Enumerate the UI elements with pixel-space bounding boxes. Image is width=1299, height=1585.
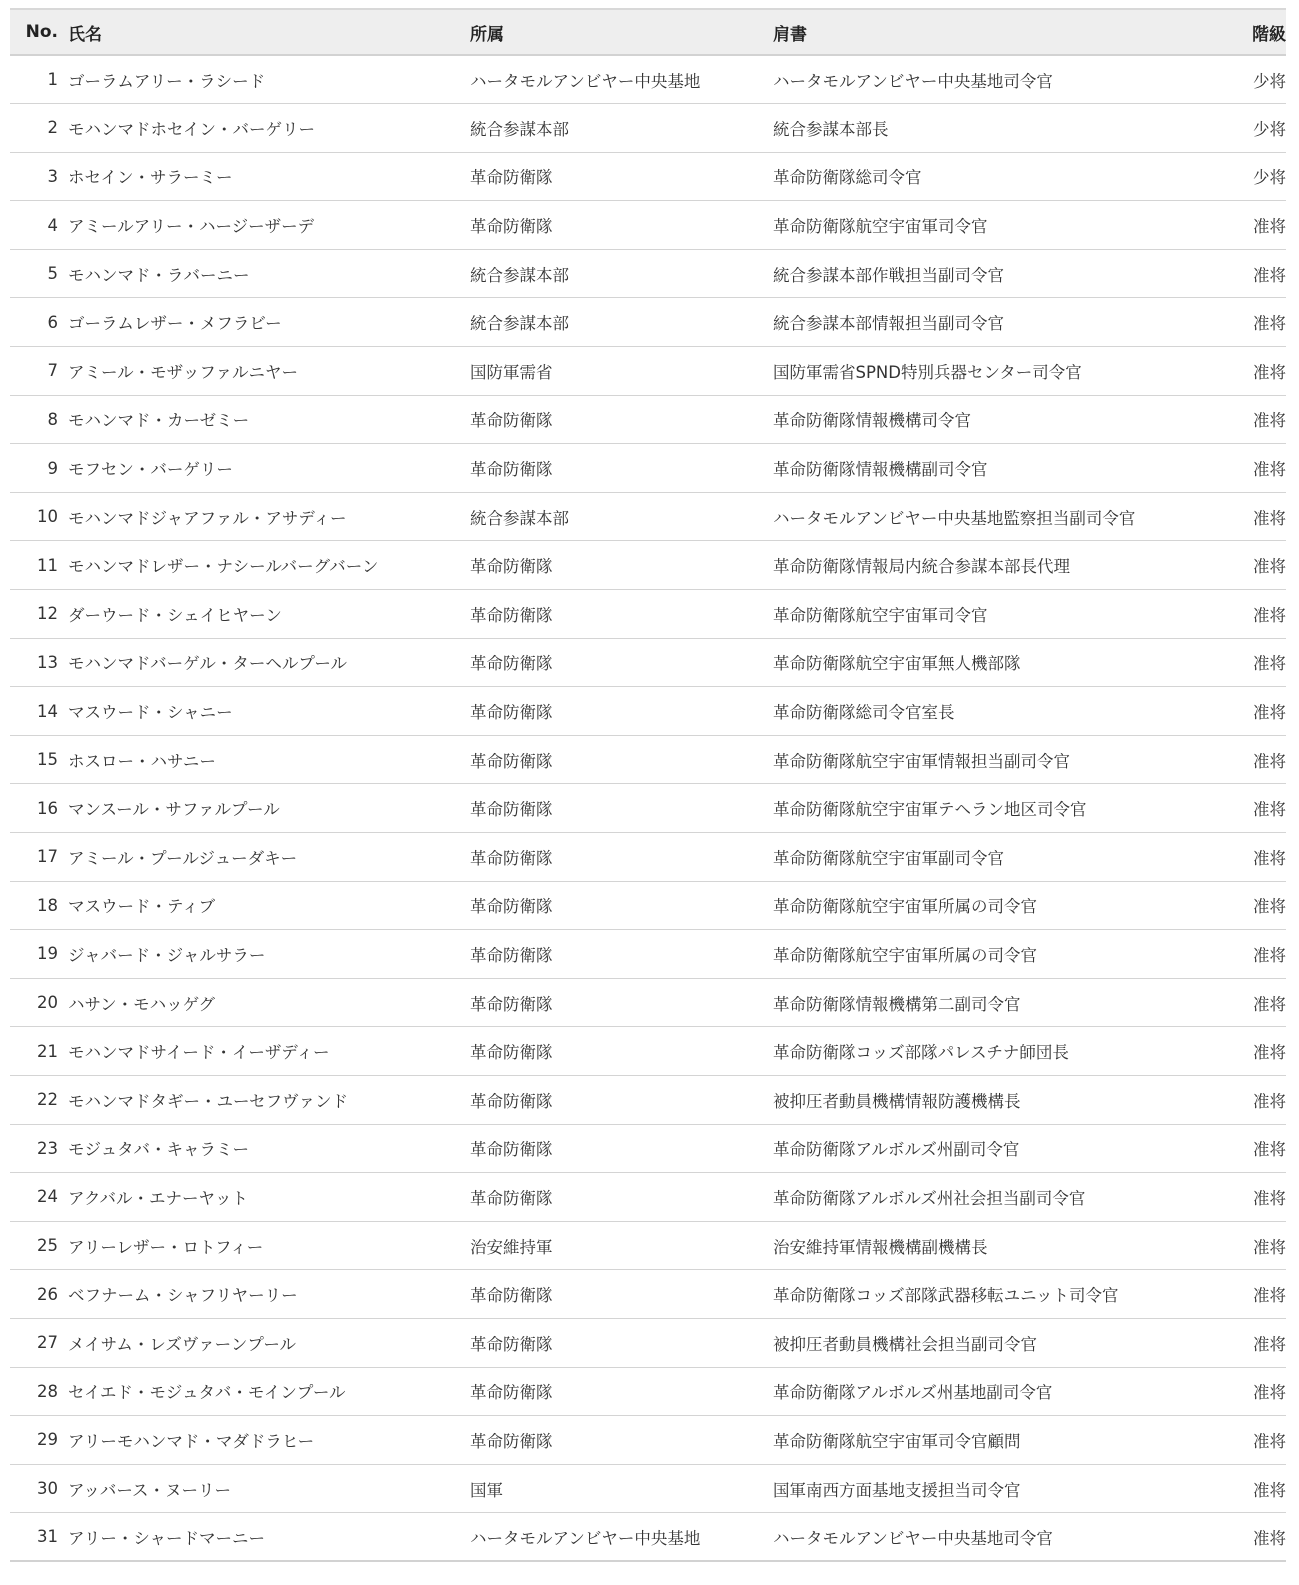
table-row: [10, 930, 1286, 979]
cell-title: 革命防衛隊航空宇宙軍テヘラン地区司令官: [773, 800, 1087, 820]
cell-title: 革命防衛隊航空宇宙軍副司令官: [773, 848, 1004, 868]
cell-name: アッバース・ヌーリー: [68, 1480, 232, 1500]
table-row: [10, 1367, 1286, 1416]
table-row: [10, 444, 1286, 493]
cell-rank: 准将: [1253, 703, 1286, 723]
cell-rank: 准将: [1253, 800, 1286, 820]
cell-title: 革命防衛隊アルボルズ州基地副司令官: [773, 1383, 1053, 1403]
cell-rank: 少将: [1253, 119, 1286, 139]
cell-title: 被抑圧者動員機構情報防護機構長: [773, 1091, 1021, 1111]
cell-no: 5: [47, 264, 58, 284]
cell-no: 21: [37, 1041, 58, 1061]
cell-affiliation: 革命防衛隊: [470, 800, 553, 820]
cell-rank: 准将: [1253, 1480, 1286, 1500]
table-row: [10, 1270, 1286, 1319]
header-title: 肩書: [773, 24, 807, 45]
cell-no: 11: [37, 555, 58, 575]
cell-no: 17: [37, 847, 58, 867]
cell-affiliation: 統合参謀本部: [470, 119, 569, 139]
header-name: 氏名: [68, 24, 102, 45]
cell-rank: 准将: [1253, 217, 1286, 237]
cell-rank: 准将: [1253, 1528, 1286, 1548]
table-row: [10, 395, 1286, 444]
cell-name: アミール・モザッファルニヤー: [68, 362, 299, 382]
header-affiliation: 所属: [470, 24, 504, 45]
cell-title: 国軍南西方面基地支援担当司令官: [773, 1480, 1021, 1500]
cell-affiliation: 革命防衛隊: [470, 557, 553, 577]
cell-rank: 准将: [1253, 1188, 1286, 1208]
cell-no: 3: [47, 166, 58, 186]
cell-title: 革命防衛隊航空宇宙軍情報担当副司令官: [773, 751, 1070, 771]
cell-name: マスウード・シャニー: [68, 703, 233, 723]
cell-rank: 准将: [1253, 1383, 1286, 1403]
cell-name: アミールアリー・ハージーザーデ: [68, 217, 315, 237]
cell-no: 4: [47, 215, 58, 235]
cell-rank: 准将: [1253, 1431, 1286, 1451]
table-row: [10, 249, 1286, 298]
table-row: [10, 1173, 1286, 1222]
cell-name: アリー・シャードマーニー: [68, 1528, 266, 1548]
cell-title: 革命防衛隊アルボルズ州社会担当副司令官: [773, 1188, 1086, 1208]
cell-name: ベフナーム・シャフリヤーリー: [68, 1286, 298, 1306]
table-row: [10, 541, 1286, 590]
table-row: [10, 735, 1286, 784]
cell-affiliation: 革命防衛隊: [470, 411, 553, 431]
cell-no: 16: [37, 798, 58, 818]
cell-title: 革命防衛隊航空宇宙軍司令官: [773, 605, 988, 625]
table-row: [10, 1075, 1286, 1124]
cell-affiliation: 国軍: [470, 1480, 503, 1500]
table-row: [10, 492, 1286, 541]
cell-no: 22: [37, 1090, 58, 1110]
cell-no: 14: [37, 701, 58, 721]
cell-name: アクバル・エナーヤット: [68, 1188, 249, 1208]
cell-title: ハータモルアンビヤー中央基地司令官: [773, 71, 1053, 91]
cell-title: 革命防衛隊総司令官室長: [773, 703, 955, 723]
cell-title: 革命防衛隊航空宇宙軍所属の司令官: [773, 945, 1037, 965]
cell-name: モハンマドジャアファル・アサディー: [68, 508, 347, 528]
table-row: [10, 1027, 1286, 1076]
table-row: [10, 1318, 1286, 1367]
cell-name: ハサン・モハッゲグ: [68, 994, 216, 1014]
cell-no: 30: [37, 1479, 58, 1499]
cell-rank: 少将: [1253, 168, 1286, 188]
table-row: [10, 347, 1286, 396]
cell-affiliation: 革命防衛隊: [470, 897, 553, 917]
cell-affiliation: 統合参謀本部: [470, 508, 569, 528]
cell-name: マンスール・サファルプール: [68, 800, 280, 820]
cell-title: 治安維持軍情報機構副機構長: [773, 1237, 988, 1257]
header-no: No.: [25, 22, 58, 42]
table-row: [10, 1221, 1286, 1270]
personnel-table: [10, 8, 1286, 1562]
cell-name: ゴーラムレザー・メフラビー: [68, 314, 282, 334]
cell-name: アミール・プールジューダキー: [68, 848, 298, 868]
table-row: [10, 590, 1286, 639]
cell-affiliation: 革命防衛隊: [470, 1140, 553, 1160]
cell-no: 6: [47, 312, 58, 332]
table-row: [10, 687, 1286, 736]
cell-rank: 准将: [1253, 508, 1286, 528]
cell-affiliation: 革命防衛隊: [470, 994, 553, 1014]
cell-title: 統合参謀本部情報担当副司令官: [773, 314, 1004, 334]
cell-rank: 准将: [1253, 411, 1286, 431]
cell-affiliation: ハータモルアンビヤー中央基地: [470, 1528, 701, 1548]
cell-title: 革命防衛隊情報機構司令官: [773, 411, 971, 431]
table-row: [10, 978, 1286, 1027]
cell-no: 9: [47, 458, 58, 478]
cell-name: モフセン・バーゲリー: [68, 460, 233, 480]
cell-no: 26: [37, 1284, 58, 1304]
table-row: [10, 152, 1286, 201]
cell-title: 革命防衛隊総司令官: [773, 168, 922, 188]
cell-affiliation: 革命防衛隊: [470, 945, 553, 965]
cell-title: 統合参謀本部作戦担当副司令官: [773, 265, 1004, 285]
cell-rank: 准将: [1253, 557, 1286, 577]
cell-name: モジュタバ・キャラミー: [68, 1140, 250, 1160]
cell-title: 革命防衛隊航空宇宙軍司令官顧問: [773, 1431, 1021, 1451]
cell-no: 15: [37, 750, 58, 770]
cell-rank: 少将: [1253, 71, 1286, 91]
cell-affiliation: 革命防衛隊: [470, 703, 553, 723]
cell-affiliation: 治安維持軍: [470, 1237, 553, 1257]
cell-affiliation: 革命防衛隊: [470, 654, 553, 674]
cell-affiliation: 統合参謀本部: [470, 314, 569, 334]
cell-name: モハンマドサイード・イーザディー: [68, 1043, 330, 1063]
cell-rank: 准将: [1253, 897, 1286, 917]
cell-rank: 准将: [1253, 1043, 1286, 1063]
cell-rank: 准将: [1253, 1140, 1286, 1160]
cell-affiliation: 革命防衛隊: [470, 848, 553, 868]
cell-rank: 准将: [1253, 1237, 1286, 1257]
personnel-table-container: [10, 8, 1286, 1562]
cell-title: 革命防衛隊航空宇宙軍司令官: [773, 217, 988, 237]
table-row: [10, 1464, 1286, 1513]
cell-name: ジャバード・ジャルサラー: [68, 945, 266, 965]
cell-name: マスウード・ティブ: [68, 897, 216, 917]
cell-rank: 准将: [1253, 314, 1286, 334]
cell-name: モハンマド・カーゼミー: [68, 411, 250, 431]
cell-name: アリーモハンマド・マダドラヒー: [68, 1431, 315, 1451]
table-row: [10, 881, 1286, 930]
table-header-row: [10, 9, 1286, 55]
cell-no: 18: [37, 895, 58, 915]
cell-affiliation: 革命防衛隊: [470, 605, 553, 625]
cell-affiliation: ハータモルアンビヤー中央基地: [470, 71, 701, 91]
cell-no: 27: [37, 1333, 58, 1353]
cell-rank: 准将: [1253, 1334, 1286, 1354]
cell-rank: 准将: [1253, 1286, 1286, 1306]
cell-no: 25: [37, 1236, 58, 1256]
table-row: [10, 104, 1286, 153]
cell-name: アリーレザー・ロトフィー: [68, 1237, 264, 1257]
cell-affiliation: 革命防衛隊: [470, 1334, 553, 1354]
cell-no: 10: [37, 507, 58, 527]
cell-title: 国防軍需省SPND特別兵器センター司令官: [773, 362, 1082, 382]
cell-affiliation: 統合参謀本部: [470, 265, 569, 285]
cell-rank: 准将: [1253, 848, 1286, 868]
cell-title: 革命防衛隊情報機構副司令官: [773, 460, 988, 480]
cell-no: 13: [37, 652, 58, 672]
table-body: [10, 55, 1286, 1561]
table-row: [10, 833, 1286, 882]
cell-rank: 准将: [1253, 362, 1286, 382]
cell-affiliation: 革命防衛隊: [470, 1188, 553, 1208]
cell-no: 12: [37, 604, 58, 624]
cell-name: ホセイン・サラーミー: [68, 168, 233, 188]
cell-name: ホスロー・ハサニー: [68, 751, 216, 771]
cell-title: 革命防衛隊コッズ部隊パレスチナ師団長: [773, 1043, 1069, 1063]
table-row: [10, 1416, 1286, 1465]
cell-name: モハンマドレザー・ナシールバーグバーン: [68, 557, 379, 577]
cell-affiliation: 革命防衛隊: [470, 1091, 553, 1111]
cell-name: モハンマド・ラバーニー: [68, 265, 250, 285]
cell-name: モハンマドホセイン・バーゲリー: [68, 119, 316, 139]
cell-no: 7: [47, 361, 58, 381]
cell-affiliation: 革命防衛隊: [470, 1286, 553, 1306]
cell-title: 革命防衛隊情報機構第二副司令官: [773, 994, 1021, 1014]
cell-rank: 准将: [1253, 605, 1286, 625]
cell-affiliation: 革命防衛隊: [470, 1043, 553, 1063]
cell-rank: 准将: [1253, 265, 1286, 285]
table-row: [10, 784, 1286, 833]
cell-rank: 准将: [1253, 460, 1286, 480]
cell-no: 31: [37, 1527, 58, 1547]
cell-affiliation: 革命防衛隊: [470, 168, 553, 188]
cell-affiliation: 革命防衛隊: [470, 751, 553, 771]
cell-name: ゴーラムアリー・ラシード: [68, 71, 266, 91]
cell-no: 23: [37, 1138, 58, 1158]
cell-name: モハンマドタギー・ユーセフヴァンド: [68, 1091, 349, 1111]
cell-affiliation: 革命防衛隊: [470, 1431, 553, 1451]
cell-title: 統合参謀本部長: [773, 119, 889, 139]
cell-title: 革命防衛隊アルボルズ州副司令官: [773, 1140, 1020, 1160]
cell-rank: 准将: [1253, 1091, 1286, 1111]
cell-no: 1: [47, 70, 58, 90]
cell-title: 革命防衛隊コッズ部隊武器移転ユニット司令官: [773, 1286, 1119, 1306]
header-rank: 階級: [1252, 24, 1286, 45]
table-row: [10, 1513, 1286, 1562]
cell-title: ハータモルアンビヤー中央基地司令官: [773, 1528, 1053, 1548]
cell-title: 革命防衛隊航空宇宙軍所属の司令官: [773, 897, 1037, 917]
cell-affiliation: 革命防衛隊: [470, 460, 553, 480]
table-row: [10, 55, 1286, 104]
cell-no: 8: [47, 409, 58, 429]
table-row: [10, 1124, 1286, 1173]
cell-affiliation: 国防軍需省: [470, 362, 553, 382]
cell-no: 20: [37, 993, 58, 1013]
cell-affiliation: 革命防衛隊: [470, 1383, 553, 1403]
cell-name: ダーウード・シェイヒヤーン: [68, 605, 282, 625]
cell-rank: 准将: [1253, 994, 1286, 1014]
cell-title: ハータモルアンビヤー中央基地監察担当副司令官: [773, 508, 1136, 528]
cell-rank: 准将: [1253, 945, 1286, 965]
cell-rank: 准将: [1253, 654, 1286, 674]
cell-no: 29: [37, 1430, 58, 1450]
table-row: [10, 298, 1286, 347]
cell-rank: 准将: [1253, 751, 1286, 771]
cell-name: モハンマドバーゲル・ターヘルプール: [68, 654, 348, 674]
cell-no: 19: [37, 944, 58, 964]
cell-title: 被抑圧者動員機構社会担当副司令官: [773, 1334, 1037, 1354]
cell-no: 28: [37, 1381, 58, 1401]
cell-name: メイサム・レズヴァーンプール: [68, 1334, 297, 1354]
cell-title: 革命防衛隊航空宇宙軍無人機部隊: [773, 654, 1021, 674]
cell-no: 24: [37, 1187, 58, 1207]
table-row: [10, 638, 1286, 687]
cell-no: 2: [47, 118, 58, 138]
cell-name: セイエド・モジュタバ・モインプール: [68, 1383, 346, 1403]
table-row: [10, 201, 1286, 250]
cell-affiliation: 革命防衛隊: [470, 217, 553, 237]
cell-title: 革命防衛隊情報局内統合参謀本部長代理: [773, 557, 1070, 577]
